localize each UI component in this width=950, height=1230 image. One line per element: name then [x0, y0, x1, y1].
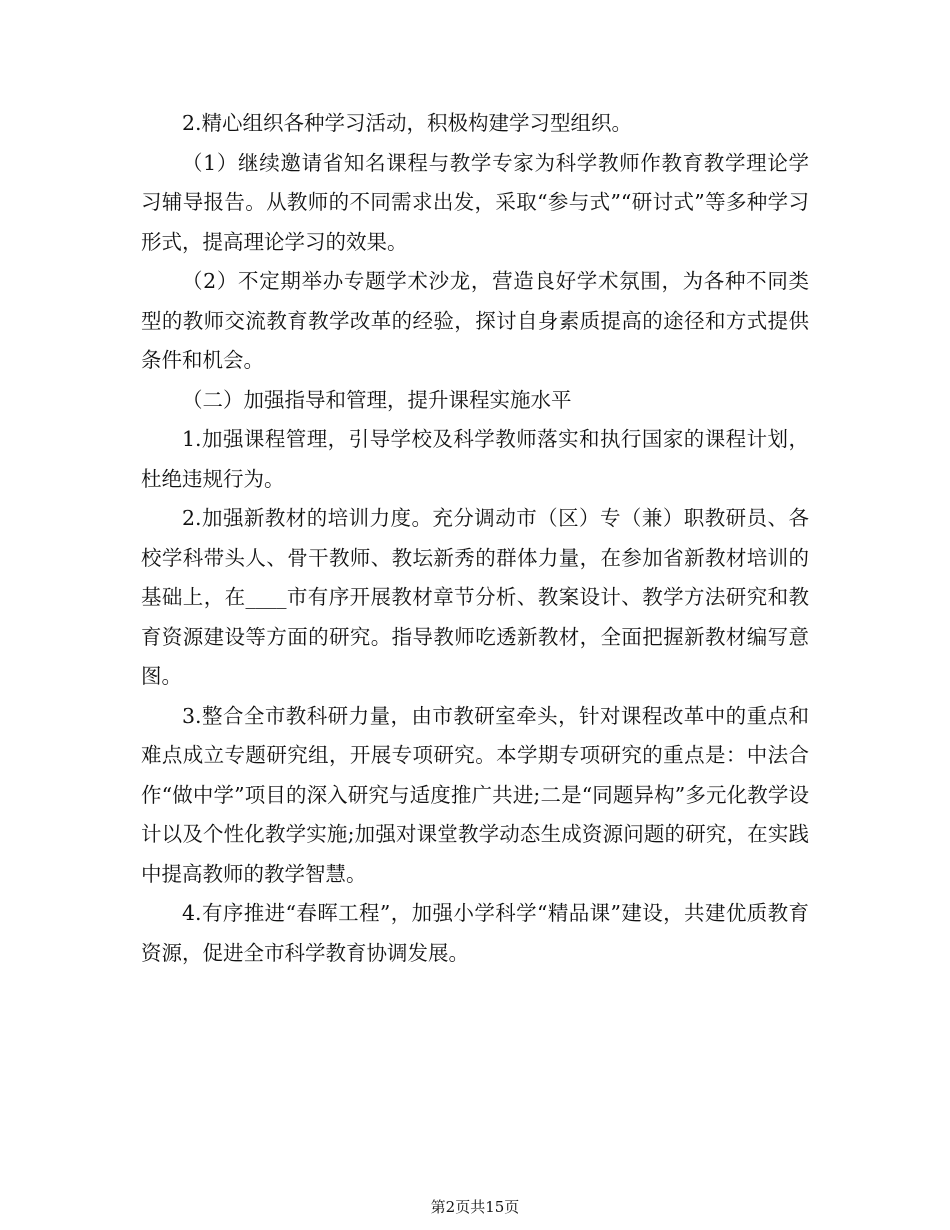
paragraph-1: 2.精心组织各种学习活动，积极构建学习型组织。 — [182, 111, 633, 135]
page-number-footer: 第2页共15页 — [430, 1198, 520, 1216]
paragraph-2: （1）继续邀请省知名课程与教学专家为科学教师作教育教学理论学习辅导报告。从教师的不同需求出发，采取“参与式”“研讨式”等多种学习形式，提高理论学习的效果。 — [141, 150, 809, 254]
paragraph-6: 3.整合全市教科研力量，由市教研室牵头，针对课程改革中的重点和难点成立专题研究组，开展专项研究。本学期专项研究的重点是：中法合作“做中学”项目的深入研究与适度推广共进;二是“同题异构”多元化教学设计以及个性化教学实施;加强对课堂教学动态生成资源问题的研究，在实践中提高教师的教学智慧。 — [141, 703, 809, 886]
document-body — [141, 104, 809, 973]
paragraph-3: （2）不定期举办专题学术沙龙，营造良好学术氛围，为各种不同类型的教师交流教育教学改革的经验，探讨自身素质提高的途径和方式提供条件和机会。 — [141, 269, 809, 372]
paragraph-5: 2.加强新教材的培训力度。充分调动市（区）专（兼）职教研员、各校学科带头人、骨干教师、教坛新秀的群体力量，在参加省新教材培训的基础上，在____市有序开展教材章节分析、教案设计、教学方法研究和教育资源建设等方面的研究。指导教师吃透新教材，全面把握新教材编写意图。 — [141, 506, 809, 688]
paragraph-7: 4.有序推进“春晖工程”，加强小学科学“精品课”建设，共建优质教育资源，促进全市科学教育协调发展。 — [141, 901, 809, 965]
paragraph-4: 1.加强课程管理，引导学校及科学教师落实和执行国家的课程计划，杜绝违规行为。 — [141, 427, 809, 491]
section-heading: （二）加强指导和管理，提升课程实施水平 — [182, 387, 572, 412]
